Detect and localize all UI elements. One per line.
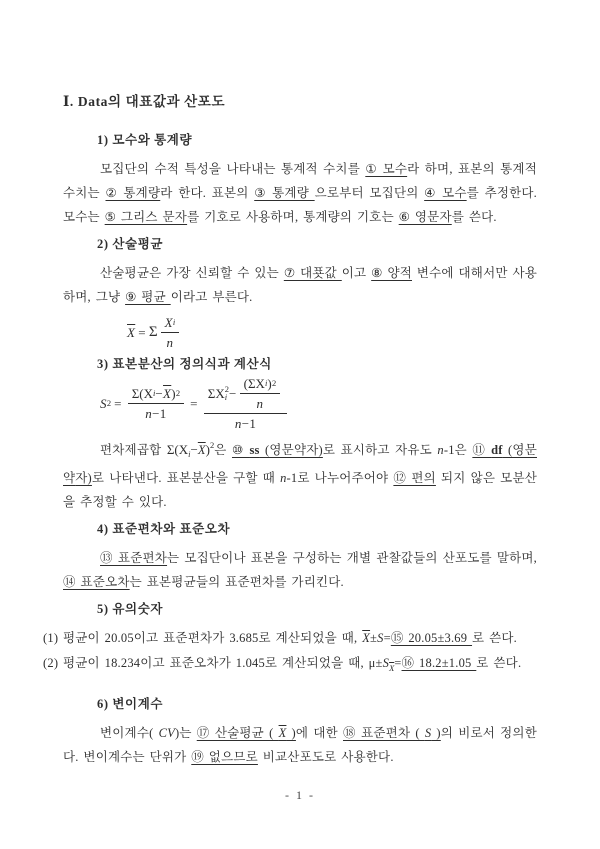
- variance-formula: [100, 375, 537, 431]
- mean-fraction: [161, 315, 180, 350]
- sigma-x: ΣX: [207, 385, 225, 401]
- xbar-symbol: $\overline{X}$: [163, 385, 172, 401]
- text-segment: X: [278, 726, 287, 740]
- minus-sign: −: [229, 385, 237, 401]
- text-segment: 편차제곱합: [100, 443, 167, 457]
- text-segment: CV: [158, 726, 175, 740]
- x-symbol: X: [164, 314, 173, 330]
- text-segment: S: [382, 656, 390, 670]
- text-segment: 산술평균은 가장 신뢰할 수 있는: [100, 266, 284, 280]
- section-coefficient-of-variation: [63, 695, 537, 769]
- mean-fraction-numerator: [161, 315, 180, 333]
- squared-superscript: 2: [106, 397, 112, 408]
- text-segment: n: [280, 471, 287, 485]
- text-segment: 변이계수(: [100, 726, 159, 740]
- text-segment: ⑪: [472, 443, 492, 457]
- section-significant-figures: [43, 600, 537, 681]
- section-standard-deviation-error: [63, 520, 537, 594]
- text-segment: 의 비로서 정의한다. 변이계수는 단위가: [63, 726, 537, 764]
- variance-definition-fraction: [128, 386, 184, 421]
- text-segment: =: [394, 656, 402, 670]
- text-segment: ): [286, 726, 296, 740]
- text-segment: −: [190, 442, 198, 457]
- text-segment: 는 표본평균들의 표준편차를 가리킨다.: [129, 575, 344, 589]
- text-segment: (영문약: [63, 443, 537, 485]
- text-segment: ⑲ 없으므로: [191, 750, 258, 764]
- text-segment: (1) 평균이 20.05이고 표준편차가 3.685로 계산되었을 때,: [43, 631, 363, 645]
- text-segment: n: [437, 443, 444, 457]
- text-segment: ⑨ 평균: [125, 290, 171, 304]
- section-3-heading: 3) 표본분산의 정의식과 계산식: [97, 357, 272, 371]
- equals-sign: =: [114, 395, 122, 411]
- nested-fraction-numerator: [240, 376, 281, 394]
- variance-computation-fraction: [204, 376, 287, 431]
- variance-computation-numerator: [204, 376, 287, 414]
- text-segment: 로 쓴다.: [476, 656, 522, 670]
- nested-fraction-denominator: [257, 394, 264, 411]
- text-segment: i: [188, 449, 191, 459]
- text-segment: 변수에 대해서만 사용하며, 그냥: [63, 266, 538, 304]
- section-4-heading: 4) 표준편차와 표준오차: [97, 522, 231, 536]
- equals-sign: =: [190, 395, 198, 411]
- text-segment: 은: [214, 443, 232, 457]
- text-segment: ④ 모수: [424, 186, 467, 200]
- sigma-symbol: Σ: [148, 323, 158, 340]
- text-segment: df: [491, 443, 503, 457]
- text-segment: (영문약자): [259, 443, 323, 457]
- section-5-item-1: [43, 626, 559, 651]
- section-sample-variance: [63, 355, 537, 514]
- section-parameters-and-statistics: [63, 131, 537, 229]
- text-segment: ): [431, 726, 441, 740]
- text-segment: 로 나타낸다. 표본분산을 구할 때: [91, 471, 281, 485]
- minus-sign: −: [155, 385, 164, 401]
- mean-formula: [127, 315, 537, 349]
- text-segment: $\overline{X}$: [197, 443, 206, 457]
- text-segment: S: [424, 726, 432, 740]
- text-segment: (2) 평균이 18.234이고 표준오차가 1.045로 계산되었을 때, μ±: [43, 656, 383, 670]
- variance-computation-denominator: [235, 414, 256, 431]
- n-symbol: n: [166, 334, 174, 350]
- i-subscript: i: [264, 377, 268, 388]
- text-segment: 를 쓴다.: [451, 210, 497, 224]
- text-segment: 를 기호로 사용하며, 통계량의 기호는: [187, 210, 399, 224]
- nested-fraction: [240, 376, 281, 411]
- equals-sign: =: [138, 324, 146, 340]
- i-subscript: i: [224, 392, 228, 402]
- n-symbol: n: [256, 395, 264, 411]
- section-6-paragraph: [63, 721, 537, 769]
- section-1-paragraph: [63, 157, 537, 229]
- text-segment: ±: [370, 631, 378, 645]
- variance-definition-numerator: [128, 386, 184, 404]
- text-segment: 비교산포도로 사용한다.: [257, 750, 394, 764]
- squared-superscript: 2: [175, 387, 181, 398]
- i-subscript: i: [153, 387, 156, 398]
- text-segment: 모집단의 수적 특성을 나타내는 통계적 수치를: [100, 162, 366, 176]
- text-segment: ss: [249, 443, 260, 457]
- text-segment: 라 하며, 표본의 통계적 수치는: [63, 162, 537, 200]
- text-segment: ⑬ 표준편차: [100, 551, 168, 565]
- section-3-paragraph: [63, 433, 537, 514]
- variance-definition-denominator: [145, 404, 166, 421]
- text-segment: -1로 나누어주어야: [286, 471, 394, 485]
- text-segment: S: [377, 631, 384, 645]
- n-symbol: n: [234, 415, 242, 431]
- document-title: Ⅰ. Data의 대표값과 산포도: [63, 94, 226, 109]
- text-segment: 로 쓴다.: [472, 631, 518, 645]
- squared-superscript: 2: [224, 384, 230, 394]
- text-segment: -1은: [443, 443, 473, 457]
- text-segment: 에 대한: [295, 726, 343, 740]
- section-5-item-2: [43, 651, 559, 681]
- n-symbol: n: [145, 405, 153, 421]
- text-segment: ⑰ 산술평균 (: [196, 726, 279, 740]
- close-paren: ): [171, 385, 176, 401]
- section-1-heading: 1) 모수와 통계량: [97, 133, 193, 147]
- s-symbol: S: [100, 395, 107, 411]
- page-number: - 1 -: [285, 788, 315, 802]
- text-segment: 자): [75, 471, 92, 485]
- text-segment: 으로부터 모집단의: [314, 186, 425, 200]
- section-2-heading: 2) 산술평균: [97, 237, 164, 251]
- section-2-paragraph: [63, 261, 537, 309]
- text-segment: ⑫ 편의: [393, 471, 436, 485]
- text-segment: )는: [174, 726, 197, 740]
- text-segment: ⑭ 표준오차: [63, 575, 130, 589]
- text-segment: ⑱ 표준편차 (: [343, 726, 425, 740]
- section-6-heading: 6) 변이계수: [97, 697, 164, 711]
- text-segment: $\overline{X}$: [362, 631, 371, 645]
- xbar-symbol: $\overline{X}$: [127, 324, 136, 340]
- text-segment: ② 통계량: [105, 186, 161, 200]
- text-segment: 이라고 부른다.: [170, 290, 253, 304]
- text-segment: Σ(X: [166, 442, 189, 457]
- text-segment: 를 추정한다. 모수는: [63, 186, 538, 224]
- section-5-heading: 5) 유의숫자: [97, 602, 164, 616]
- text-segment: ③ 통계량: [254, 186, 315, 200]
- text-segment: ⑤ 그리스 문자: [104, 210, 188, 224]
- section-arithmetic-mean: [63, 235, 537, 349]
- text-segment: 라 한다. 표본의: [160, 186, 255, 200]
- open-paren-sigma-x: (ΣX: [243, 375, 265, 391]
- text-segment: ⑯ 18.2±1.05: [401, 656, 477, 670]
- text-segment: ⑧ 양적: [371, 266, 412, 280]
- mean-fraction-denominator: [167, 333, 174, 350]
- text-segment: ⑦ 대푯값: [283, 266, 342, 280]
- text-segment: 로 표시하고 자유도: [322, 443, 438, 457]
- i-subscript: i: [172, 316, 176, 327]
- text-segment: 이고: [341, 266, 372, 280]
- text-segment: X: [389, 663, 395, 673]
- text-segment: ⑩: [231, 443, 250, 457]
- sigma-open-paren: Σ(X: [131, 385, 153, 401]
- text-segment: ① 모수: [365, 162, 408, 176]
- text-segment: =: [383, 631, 391, 645]
- text-segment: 되지 않은 모분산을 추정할 수 있다.: [63, 471, 538, 509]
- text-segment: 는 모집단이나 표본을 구성하는 개별 관찰값들의 산포도를 말하며,: [167, 551, 537, 565]
- text-segment: ⑮ 20.05±3.69: [390, 631, 473, 645]
- minus-one: −1: [152, 405, 167, 421]
- text-segment: ): [205, 442, 211, 457]
- close-paren: ): [267, 375, 272, 391]
- squared-superscript: 2: [271, 377, 277, 388]
- text-segment: ⑥ 영문자: [398, 210, 452, 224]
- section-4-paragraph: [63, 546, 537, 594]
- minus-one: −1: [241, 415, 257, 431]
- text-segment: 2: [210, 440, 215, 450]
